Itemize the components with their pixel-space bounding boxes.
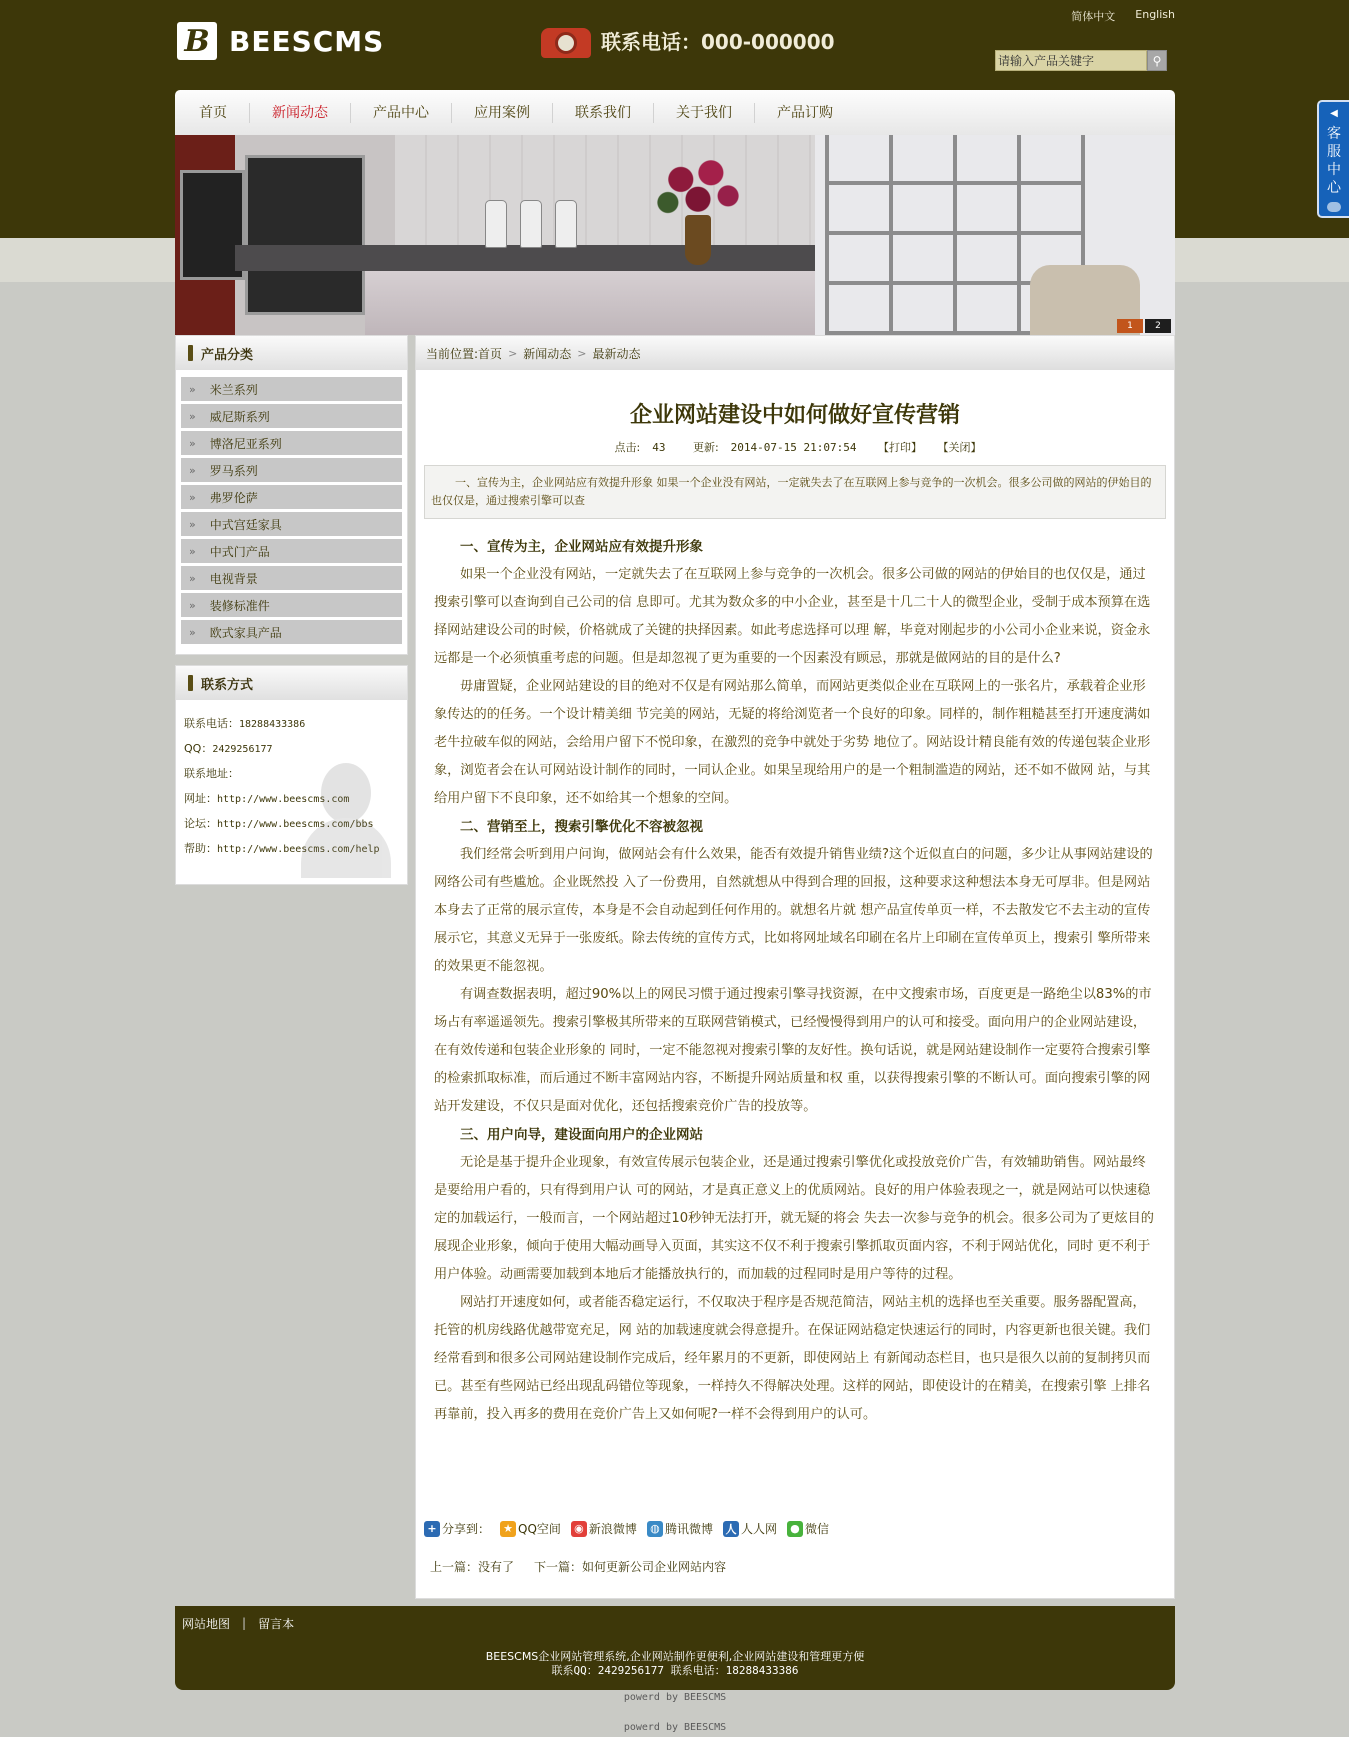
wechat-icon: ●	[787, 1521, 803, 1537]
weibo-icon: ◉	[571, 1521, 587, 1537]
print-link[interactable]: 【打印】	[878, 441, 923, 454]
search-bar	[995, 50, 1167, 71]
article-section-heading: 三、用户向导，建设面向用户的企业网站	[460, 1127, 703, 1143]
customer-service-image	[291, 758, 401, 878]
share-renren[interactable]: 人 人人网	[723, 1520, 777, 1537]
share-weibo[interactable]: ◉ 新浪微博	[571, 1520, 637, 1537]
nav-home[interactable]: 首页	[187, 103, 250, 123]
double-chevron-icon: »	[189, 436, 196, 450]
article-summary: 一、宣传为主，企业网站应有效提升形象 如果一个企业没有网站，一定就失去了在互联网上参与竞争的一次机会。很多公司做的网站的伊始目的也仅仅是，通过搜索引擎可以查	[424, 465, 1166, 519]
double-chevron-icon: »	[189, 463, 196, 477]
banner-pager	[1117, 319, 1171, 333]
nav-news[interactable]: 新闻动态	[260, 103, 351, 123]
breadcrumb-news[interactable]: 新闻动态	[523, 346, 572, 361]
forum-link[interactable]: http://www.beescms.com/bbs	[217, 819, 374, 830]
category-item[interactable]: » 中式门产品	[181, 539, 402, 563]
category-item[interactable]: » 罗马系列	[181, 458, 402, 482]
triangle-left-icon: ◀	[1330, 108, 1338, 119]
next-article-link[interactable]: 下一篇：如何更新公司企业网站内容	[534, 1560, 727, 1574]
article-paragraph: 有调查数据表明，超过90%以上的网民习惯于通过搜索引擎寻找资源，在中文搜索市场，百度更是一路绝尘以83%的市场占有率遥遥领先。搜索引擎极其所带来的互联网营销模式，已经慢慢得到用户的认可和接受。面向用户的企业网站建设，在有效传递和包装企业形象的 同时，一定不能忽视对搜索引擎的友好性。换句话说，就是网站建设制作一定要符合搜索引擎的检索抓取标准，而后通过不断丰富网站内容，不断提升网站质量和权 重，以获得搜索引擎的不断认可。面向搜索引擎的网站开发建设，不仅只是面对优化，还包括搜索竞价广告的投放等。	[434, 987, 1152, 1114]
help-link[interactable]: http://www.beescms.com/help	[217, 844, 380, 855]
service-label: 客服中心	[1327, 126, 1341, 196]
double-chevron-icon: »	[189, 490, 196, 504]
chevron-right-icon: >	[577, 346, 587, 360]
breadcrumb-latest[interactable]: 最新动态	[592, 346, 641, 361]
sitemap-link[interactable]: 网站地图	[182, 1616, 231, 1631]
footer-links	[175, 1606, 1175, 1640]
double-chevron-icon: »	[189, 544, 196, 558]
category-item[interactable]: » 欧式家具产品	[181, 620, 402, 644]
contact-forum-row: 论坛：http://www.beescms.com/bbs	[184, 817, 374, 830]
lang-chinese-link[interactable]: 简体中文	[1071, 10, 1116, 23]
logo-mark: B	[177, 22, 217, 60]
search-input[interactable]	[995, 50, 1147, 71]
lang-english-link[interactable]: English	[1135, 8, 1175, 21]
chevron-right-icon: >	[508, 346, 518, 360]
article-paragraph: 我们经常会听到用户问询，做网站会有什么效果，能否有效提升销售业绩?这个近似直白的问题，多少让从事网站建设的网络公司有些尴尬。企业既然投 入了一份费用，自然就想从中得到合理的回报，这种要求这种想法本身无可厚非。但是网站本身去了正常的展示宣传，本身是不会自动起到任何作用的。就想名片就 想产品宣传单页一样，不去散发它不去主动的宣传展示它，其意义无异于一张废纸。除去传统的宣传方式，比如将网址域名印刷在名片上印刷在宣传单页上，搜索引 擎所带来的效果更不能忽视。	[434, 847, 1153, 974]
article-paragraph: 毋庸置疑，企业网站建设的目的绝对不仅是有网站那么简单，而网站更类似企业在互联网上的一张名片，承载着企业形象传达的的任务。一个设计精美细 节完美的网站，无疑的将给浏览者一个良好的印象。同样的，制作粗糙甚至打开速度满如老牛拉破车似的网站，会给用户留下不悦印象，在激烈的竞争中就处于劣势 地位了。网站设计精良能有效的传递包装企业形象，浏览者会在认可网站设计制作的同时，一同认企业。如果呈现给用户的是一个粗制滥造的网站，还不如不做网 站，与其给用户留下不良印象，还不如给其一个想象的空间。	[434, 679, 1151, 806]
category-item[interactable]: » 装修标准件	[181, 593, 402, 617]
contact-help-row: 帮助：http://www.beescms.com/help	[184, 842, 380, 855]
close-link[interactable]: 【关闭】	[937, 441, 982, 454]
main-nav	[175, 90, 1175, 135]
powered-by: powerd by BEESCMS	[623, 1692, 727, 1703]
category-item[interactable]: » 威尼斯系列	[181, 404, 402, 428]
double-chevron-icon: »	[189, 517, 196, 531]
category-item[interactable]: » 电视背景	[181, 566, 402, 590]
heading-bar-icon	[188, 675, 193, 691]
article-title: 企业网站建设中如何做好宣传营销	[629, 402, 960, 428]
telephone-icon	[535, 20, 595, 60]
share-tencent-weibo[interactable]: ◍ 腾讯微博	[647, 1520, 713, 1537]
footer-separator: |	[242, 1616, 247, 1630]
category-item[interactable]: » 米兰系列	[181, 377, 402, 401]
article-meta	[416, 439, 1174, 455]
article-pager	[430, 1558, 726, 1575]
contact-heading: 联系方式	[176, 666, 407, 700]
contact-phone	[535, 20, 835, 60]
double-chevron-icon: »	[189, 625, 196, 639]
double-chevron-icon: »	[189, 571, 196, 585]
category-list	[176, 370, 407, 654]
banner-image	[175, 135, 1175, 335]
site-logo[interactable]	[177, 21, 407, 61]
breadcrumb: 当前位置: 首页 > 新闻动态 > 最新动态	[416, 336, 1174, 370]
footer-line-1: BEESCMS企业网站管理系统,企业网站制作更便利,企业网站建设和管理更方便	[485, 1650, 865, 1663]
nav-order[interactable]: 产品订购	[777, 104, 833, 121]
contact-box	[175, 665, 408, 885]
category-heading: 产品分类	[176, 336, 407, 370]
contact-qq-row: QQ：2429256177	[184, 742, 273, 755]
hits-count: 点击: 43	[614, 441, 666, 454]
breadcrumb-home[interactable]: 首页	[478, 346, 503, 361]
article-section-heading: 二、营销至上，搜索引擎优化不容被忽视	[460, 819, 703, 835]
footer	[175, 1640, 1175, 1690]
article-section-heading: 一、宣传为主，企业网站应有效提升形象	[460, 539, 703, 555]
category-box	[175, 335, 408, 655]
language-switch	[1071, 8, 1175, 24]
search-icon: ⚲	[1152, 53, 1162, 68]
nav-about[interactable]: 关于我们	[664, 103, 755, 123]
category-item[interactable]: » 博洛尼亚系列	[181, 431, 402, 455]
article-panel	[415, 335, 1175, 1599]
sidebar	[175, 335, 408, 895]
logo-text: BEESCMS	[229, 24, 385, 58]
share-wechat[interactable]: ● 微信	[787, 1520, 829, 1537]
share-plus-icon: +	[424, 1521, 440, 1537]
nav-cases[interactable]: 应用案例	[462, 103, 553, 123]
share-qzone[interactable]: ★ QQ空间	[500, 1520, 561, 1537]
phone-text: 联系电话：000-000000	[601, 29, 835, 54]
article-content	[416, 519, 1174, 1429]
article-paragraph: 如果一个企业没有网站，一定就失去了在互联网上参与竞争的一次机会。很多公司做的网站的伊始目的也仅仅是，通过搜索引擎可以查询到自己公司的信 息即可。尤其为数众多的中小企业，甚至是十几二十人的微型企业，受制于成本预算在选择网站建设公司的时候，价格就成了关键的抉择因素。如此考虑选择可以理 解，毕竟对刚起步的小公司小企业来说，资金永远都是一个必须慎重考虑的问题。但是却忽视了更为重要的一个因素没有顾忌，那就是做网站的目的是什么?	[434, 567, 1151, 666]
search-button[interactable]	[1147, 50, 1167, 71]
tencent-weibo-icon: ◍	[647, 1521, 663, 1537]
nav-products[interactable]: 产品中心	[361, 103, 452, 123]
prev-article-link[interactable]: 上一篇：没有了	[430, 1560, 515, 1574]
double-chevron-icon: »	[189, 598, 196, 612]
updated-time: 更新: 2014-07-15 21:07:54	[692, 441, 857, 454]
article-paragraph: 网站打开速度如何，或者能否稳定运行，不仅取决于程序是否规范简洁，网站主机的选择也至关重要。服务器配置高，托管的机房线路优越带宽充足，网 站的加载速度就会得意提升。在保证网站稳定快速运行的同时，内容更新也很关键。我们经常看到和很多公司网站建设制作完成后，经年累月的不更新，即使网站上 有新闻动态栏目，也只是很久以前的复制拷贝而已。甚至有些网站已经出现乱码错位等现象，一样持久不得解决处理。这样的网站，即使设计的在精美，在搜索引擎 上排名再靠前，投入再多的费用在竞价广告上又如何呢?一样不会得到用户的认可。	[434, 1295, 1151, 1422]
customer-service-tab[interactable]	[1317, 100, 1349, 218]
service-toggle-icon	[1327, 202, 1341, 212]
share-label: + 分享到：	[424, 1520, 490, 1537]
category-item[interactable]: » 弗罗伦萨	[181, 485, 402, 509]
contact-address-row: 联系地址：	[184, 767, 239, 780]
heading-bar-icon	[188, 345, 193, 361]
renren-icon: 人	[723, 1521, 739, 1537]
banner-dot-2[interactable]: 2	[1145, 319, 1171, 333]
footer-line-2: 联系QQ：2429256177 联系电话：18288433386	[551, 1664, 799, 1677]
powered-by-2: powerd by BEESCMS	[623, 1722, 727, 1733]
contact-website-row: 网址：http://www.beescms.com	[184, 792, 350, 805]
double-chevron-icon: »	[189, 382, 196, 396]
qzone-icon: ★	[500, 1521, 516, 1537]
article-paragraph: 无论是基于提升企业现象，有效宣传展示包装企业，还是通过搜索引擎优化或投放竞价广告，有效辅助销售。网站最终是要给用户看的，只有得到用户认 可的网站，才是真正意义上的优质网站。良好的用户体验表现之一，就是网站可以快速稳定的加载运行，一般而言，一个网站超过10秒钟无法打开，就无疑的将会 失去一次参与竞争的机会。很多公司为了更炫目的展现企业形象，倾向于使用大幅动画导入页面，其实这不仅不利于搜索引擎抓取页面内容，不利于网站优化，同时 更不利于用户体验。动画需要加载到本地后才能播放执行的，而加载的过程同时是用户等待的过程。	[434, 1155, 1154, 1282]
share-bar	[424, 1520, 829, 1537]
contact-phone-row: 联系电话：18288433386	[184, 717, 306, 730]
website-link[interactable]: http://www.beescms.com	[217, 794, 350, 805]
nav-contact[interactable]: 联系我们	[563, 103, 654, 123]
guestbook-link[interactable]: 留言本	[258, 1616, 295, 1631]
contact-info	[176, 700, 407, 884]
double-chevron-icon: »	[189, 409, 196, 423]
banner-dot-1[interactable]: 1	[1117, 319, 1143, 333]
category-item[interactable]: » 中式宫廷家具	[181, 512, 402, 536]
